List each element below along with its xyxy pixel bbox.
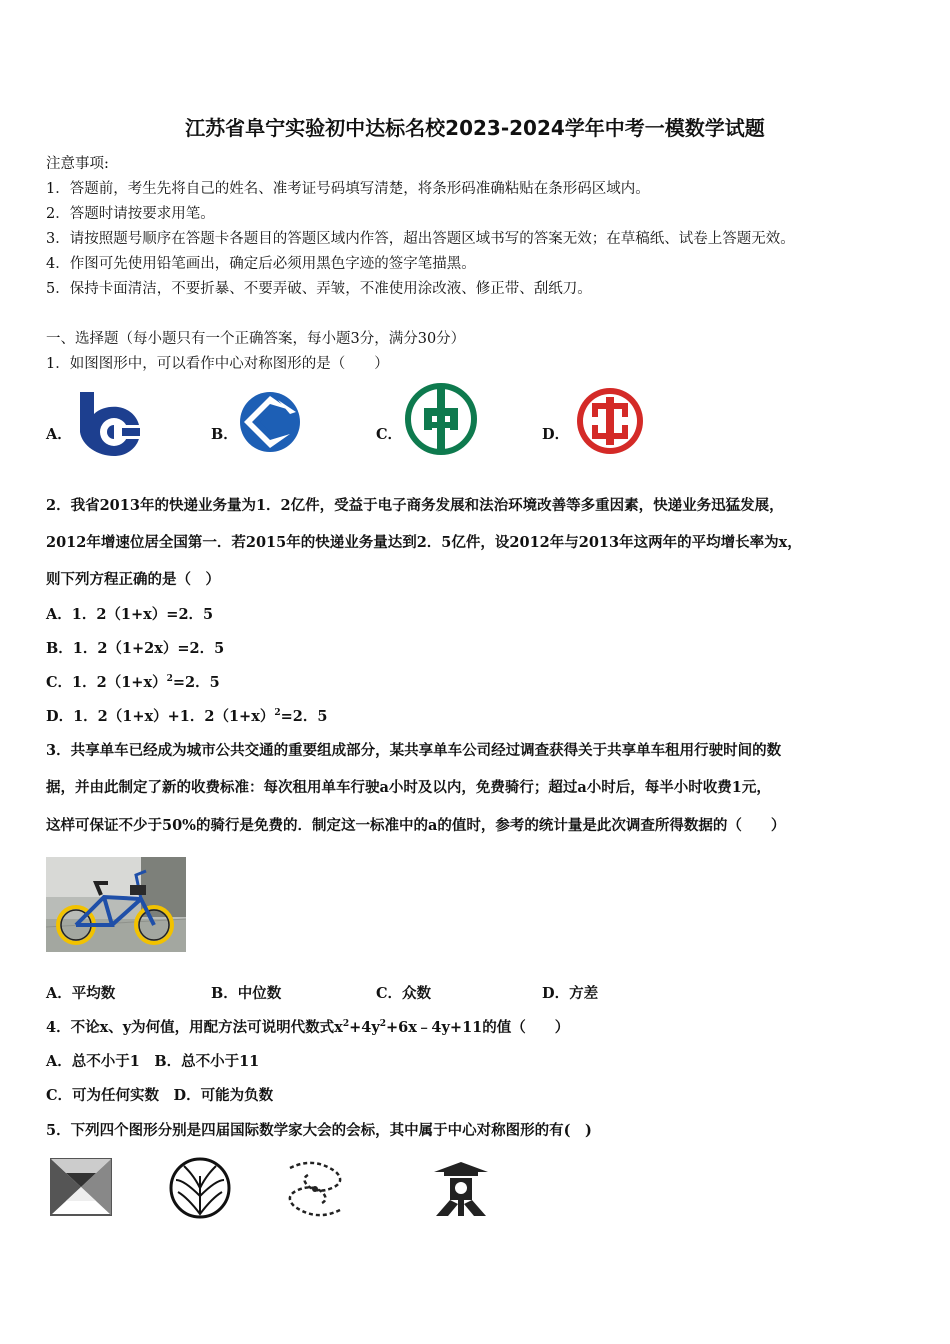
congress-logo-4-icon (428, 1158, 494, 1220)
note-item: 5．保持卡面清洁，不要折暴、不要弄破、弄皱，不准使用涂改液、修正带、刮纸刀。 (46, 281, 592, 297)
q1-option-a-label: A． (46, 426, 72, 443)
q3-option-c: C．众数 (376, 985, 432, 1002)
note-item: 2．答题时请按要求用笔。 (46, 206, 215, 222)
q1-option-c-label: C． (376, 426, 403, 443)
question-2-line: 则下列方程正确的是（ ） (46, 571, 220, 588)
question-2-line: 2012年增速位居全国第一．若2015年的快递业务量达到2．5亿件，设2012年与2013年这两年的平均增长率为x， (46, 534, 802, 551)
bank-logo-d-icon (574, 385, 646, 457)
question-5-stem: 5．下列四个图形分别是四届国际数学家大会的会标，其中属于中心对称图形的有( ) (46, 1122, 592, 1139)
bank-logo-b-icon (238, 390, 302, 454)
note-item: 1．答题前，考生先将自己的姓名、准考证号码填写清楚，将条形码准确粘贴在条形码区域内。 (46, 181, 650, 197)
q4-options-ab: A．总不小于1 B．总不小于11 (46, 1053, 260, 1070)
page-title: 江苏省阜宁实验初中达标名校2023-2024学年中考一模数学试题 (185, 116, 765, 140)
question-3-line: 据，并由此制定了新的收费标准：每次租用单车行驶a小时及以内，免费骑行；超过a小时后，每半小时收费1元， (46, 779, 771, 796)
q2-option-c: C．1．$2(1+x)^2=2$．5 (46, 674, 220, 691)
question-4-stem: 4．不论x、y为何值，用配方法可说明代数式$x^2+4y^2+6x﹣4y+11$的值（ ） (46, 1019, 570, 1036)
q1-option-b-label: B． (211, 426, 238, 443)
q4-options-cd: C．可为任何实数 D．可能为负数 (46, 1087, 274, 1104)
q2-option-a: A．1．2（1+x）=2．5 (46, 606, 214, 623)
q3-option-b: B．中位数 (211, 985, 282, 1002)
q3-option-d: D．方差 (542, 985, 599, 1002)
note-item: 4．作图可先使用铅笔画出，确定后必须用黑色字迹的签字笔描黑。 (46, 256, 476, 272)
congress-logo-2-icon (168, 1156, 232, 1220)
bank-logo-a-icon (74, 388, 144, 458)
q2-option-d: D．1．2（1+x）+1．$2(1+x)^2=2$．5 (46, 708, 328, 725)
congress-logo-3-icon (284, 1158, 346, 1220)
question-3-line: 这样可保证不少于50%的骑行是免费的．制定这一标准中的a的值时，参考的统计量是此次调查所得数据的（ ） (46, 817, 786, 834)
notes-heading: 注意事项: (46, 156, 109, 172)
question-2-line: 2．我省2013年的快递业务量为1．2亿件，受益于电子商务发展和法治环境改善等多重因素，快递业务迅猛发展， (46, 497, 784, 514)
q2-option-b: B．1．2（1+2x）=2．5 (46, 640, 225, 657)
q1-option-d-label: D． (542, 426, 570, 443)
question-1-stem: 1．如图图形中，可以看作中心对称图形的是（ ） (46, 356, 389, 372)
shared-bike-photo (46, 857, 186, 952)
question-3-line: 3．共享单车已经成为城市公共交通的重要组成部分，某共享单车公司经过调查获得关于共享单车租用行驶时间的数 (46, 742, 782, 759)
section-heading: 一、选择题（每小题只有一个正确答案，每小题3分，满分30分） (46, 331, 466, 347)
congress-logo-1-icon (50, 1158, 112, 1216)
q3-option-a: A．平均数 (46, 985, 116, 1002)
note-item: 3．请按照题号顺序在答题卡各题目的答题区域内作答，超出答题区域书写的答案无效；在草稿纸、试卷上答题无效。 (46, 231, 795, 247)
bank-logo-c-icon (404, 382, 478, 456)
